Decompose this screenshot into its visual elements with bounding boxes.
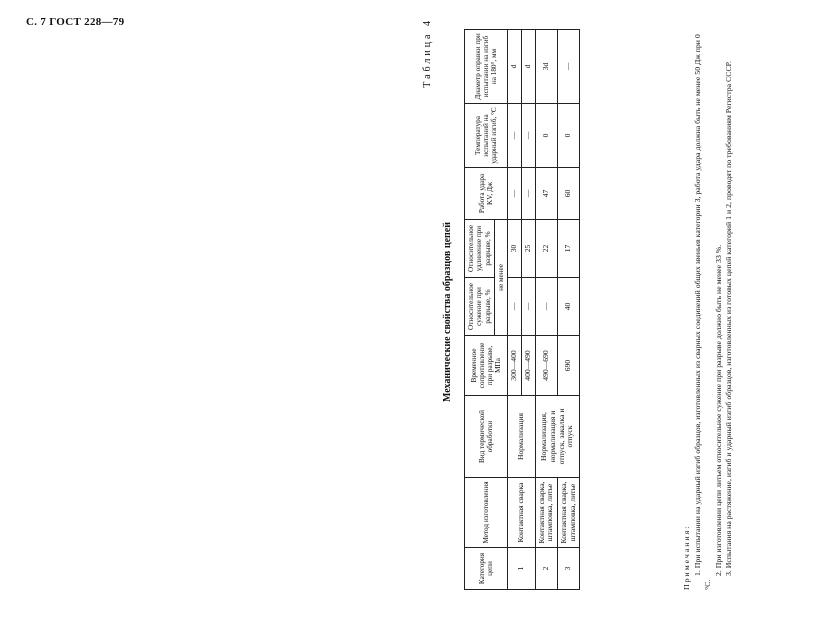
cell-strength: 490—690 (535, 336, 557, 396)
cell-impact: — (508, 168, 522, 220)
cell-elongation: 25 (521, 220, 535, 278)
cell-elongation: 30 (508, 220, 522, 278)
cell-category: 2 (535, 548, 557, 590)
col-temp: Температура испытаний на ударный изгиб, °С (465, 104, 508, 168)
cell-impact: 60 (558, 168, 580, 220)
note-item: 1. При испытании на ударный изгиб образцов, изготовленных из сварных соединений общих звеньев категории 3, работа удара должна быть не менее 50 Дж при 0 °С. (692, 34, 713, 590)
cell-heat: Нормализация, нормализация и отпуск, закалка и отпуск (535, 396, 580, 478)
col-heat: Вид термической обработки (465, 396, 508, 478)
cell-category: 1 (508, 548, 535, 590)
col-category: Категория цепи (465, 548, 508, 590)
header-row (465, 30, 495, 590)
note-item: 3. Испытания на растяжение, изгиб и ударный изгиб образцов, изготовленных из готовых цепей категорий 1 и 2, проводят по требованиям Регистра СССР. (724, 61, 734, 576)
cell-method: Контактная сварка, штамповка, литье (558, 478, 580, 548)
table-row (535, 30, 557, 590)
cell-narrowing: — (508, 278, 522, 336)
table-notes (682, 30, 735, 590)
cell-elongation: 22 (535, 220, 557, 278)
col-strength: Временное сопротивление при разрыве, МПа (465, 336, 508, 396)
table-title: Механические свойства образцов цепей (442, 222, 453, 402)
cell-temp: 0 (558, 104, 580, 168)
rotated-table-page (420, 12, 820, 612)
cell-impact: 47 (535, 168, 557, 220)
cell-temp: — (508, 104, 522, 168)
note-item: 2. При изготовлении цепи литьем относительное сужение при разрыве должно быть не менее 33 %. (713, 244, 723, 576)
cell-temp: 0 (535, 104, 557, 168)
col-impact: Работа удара KV, Дж (465, 168, 508, 220)
cell-heat: Нормализация (508, 396, 535, 478)
table-number: Таблица 4 (422, 18, 433, 88)
col-mandrel: Диаметр оправки при испытании на изгиб на 180°, мм (465, 30, 508, 104)
cell-narrowing: — (535, 278, 557, 336)
col-elongation: Относительное удлинение при разрыве, % (465, 220, 495, 278)
col-method: Метод изготовления (465, 478, 508, 548)
cell-narrowing: 40 (558, 278, 580, 336)
cell-mandrel: 3d (535, 30, 557, 104)
mechanical-properties-table (464, 29, 580, 590)
cell-category: 3 (558, 548, 580, 590)
cell-strength: 400—490 (521, 336, 535, 396)
cell-method: Контактная сварка, штамповка, литье (535, 478, 557, 548)
col-not-less: не менее (494, 220, 507, 336)
cell-impact: — (521, 168, 535, 220)
cell-narrowing: — (521, 278, 535, 336)
table-row (508, 30, 522, 590)
cell-temp: — (521, 104, 535, 168)
page-header: С. 7 ГОСТ 228—79 (26, 16, 125, 28)
col-narrowing: Относительное сужение при разрыве, % (465, 278, 495, 336)
cell-mandrel: d (521, 30, 535, 104)
table-row (558, 30, 580, 590)
cell-mandrel: d (508, 30, 522, 104)
notes-heading: Примечания: (682, 524, 691, 590)
cell-elongation: 17 (558, 220, 580, 278)
cell-strength: 690 (558, 336, 580, 396)
cell-strength: 300—400 (508, 336, 522, 396)
cell-mandrel: — (558, 30, 580, 104)
cell-method: Контактная сварка (508, 478, 535, 548)
